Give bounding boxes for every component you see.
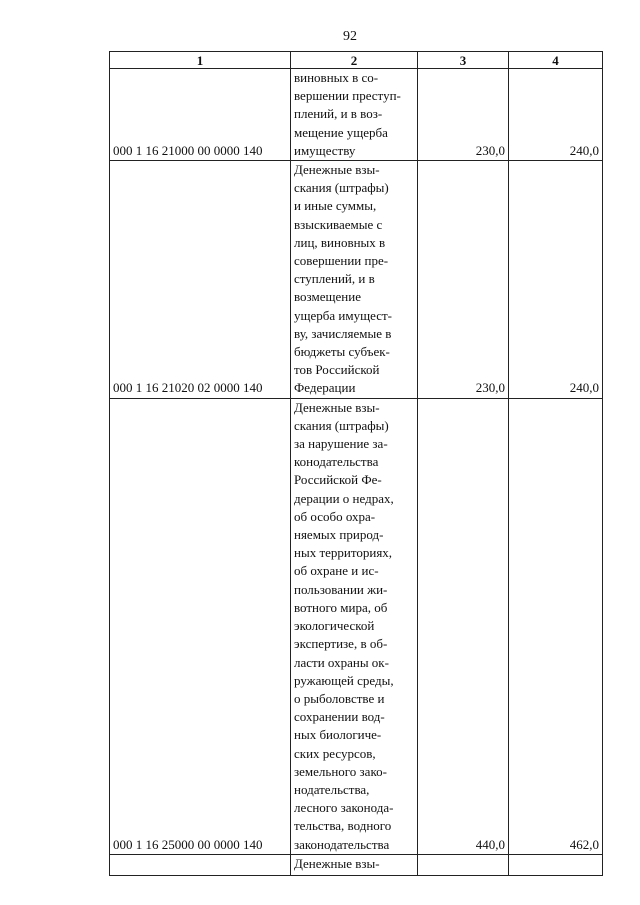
- table-row: [110, 161, 603, 399]
- table-row: [110, 854, 603, 875]
- description-line: об особо охра-: [294, 508, 376, 524]
- description-line: нодательства,: [294, 781, 370, 797]
- column-header-1: 1: [110, 52, 291, 69]
- description-line: о рыболовстве и: [294, 690, 385, 706]
- description-line: Федерации: [294, 380, 356, 396]
- column-header-3: 3: [418, 52, 509, 69]
- description-line: и иные суммы,: [294, 198, 377, 214]
- description-line: няемых природ-: [294, 527, 384, 543]
- table-row: [110, 69, 603, 161]
- description-line: ных биологиче-: [294, 727, 382, 743]
- description-line: ружающей среды,: [294, 672, 394, 688]
- description-line: бюджеты субъек-: [294, 344, 390, 360]
- description-line: конодательства: [294, 454, 379, 470]
- description-line: об охране и ис-: [294, 563, 379, 579]
- description-line: плений, и в воз-: [294, 106, 383, 122]
- description-line: экспертизе, в об-: [294, 636, 388, 652]
- budget-code-cell: 000 1 16 21020 02 0000 140: [110, 161, 291, 399]
- budget-table: [109, 51, 603, 876]
- description-line: взыскиваемые с: [294, 216, 383, 232]
- description-cell: [291, 398, 418, 854]
- description-line: Денежные взы-: [294, 399, 380, 415]
- description-cell: [291, 161, 418, 399]
- amount-col4-cell: [509, 854, 603, 875]
- description-line: пользовании жи-: [294, 581, 388, 597]
- amount-col4-cell: 240,0: [509, 161, 603, 399]
- description-line: ских ресурсов,: [294, 745, 376, 761]
- description-line: лесного законода-: [294, 800, 394, 816]
- description-line: мещение ущерба: [294, 124, 388, 140]
- amount-col3-cell: 230,0: [418, 69, 509, 161]
- table-row: [110, 398, 603, 854]
- description-line: лиц, виновных в: [294, 234, 386, 250]
- amount-col3-cell: 440,0: [418, 398, 509, 854]
- amount-col3-cell: 230,0: [418, 161, 509, 399]
- description-cell: [291, 69, 418, 161]
- column-header-2: 2: [291, 52, 418, 69]
- description-line: ступлений, и в: [294, 271, 375, 287]
- description-line: возмещение: [294, 289, 361, 305]
- description-line: ущерба имущест-: [294, 307, 392, 323]
- page-number: 92: [343, 29, 357, 44]
- column-header-4: 4: [509, 52, 603, 69]
- description-line: виновных в со-: [294, 70, 379, 85]
- table-body: [110, 69, 603, 876]
- description-line: Российской Фе-: [294, 472, 382, 488]
- description-line: законодательства: [294, 836, 390, 852]
- budget-code-cell: 000 1 16 25000 00 0000 140: [110, 398, 291, 854]
- description-line: тов Российской: [294, 362, 380, 378]
- budget-code-cell: [110, 854, 291, 875]
- description-line: ласти охраны ок-: [294, 654, 389, 670]
- description-line: ву, зачисляемые в: [294, 325, 392, 341]
- description-line: Денежные взы-: [294, 162, 380, 178]
- amount-col3-cell: [418, 854, 509, 875]
- description-line: экологической: [294, 618, 375, 634]
- amount-col4-cell: 240,0: [509, 69, 603, 161]
- description-line: дерации о недрах,: [294, 490, 394, 506]
- budget-code-cell: 000 1 16 21000 00 0000 140: [110, 69, 291, 161]
- description-line: имуществу: [294, 142, 356, 158]
- description-line: вершении преступ-: [294, 88, 401, 104]
- description-line: скания (штрафы): [294, 180, 389, 196]
- amount-col4-cell: 462,0: [509, 398, 603, 854]
- description-line: земельного зако-: [294, 763, 387, 779]
- description-line: тельства, водного: [294, 818, 392, 834]
- description-line: совершении пре-: [294, 253, 389, 269]
- description-line: за нарушение за-: [294, 436, 388, 452]
- description-line: скания (штрафы): [294, 417, 389, 433]
- description-line: вотного мира, об: [294, 599, 388, 615]
- description-line: сохранении вод-: [294, 709, 385, 725]
- table-header-row: [110, 52, 603, 69]
- description-line: Денежные взы-: [294, 855, 380, 871]
- description-line: ных территориях,: [294, 545, 393, 561]
- description-cell: [291, 854, 418, 875]
